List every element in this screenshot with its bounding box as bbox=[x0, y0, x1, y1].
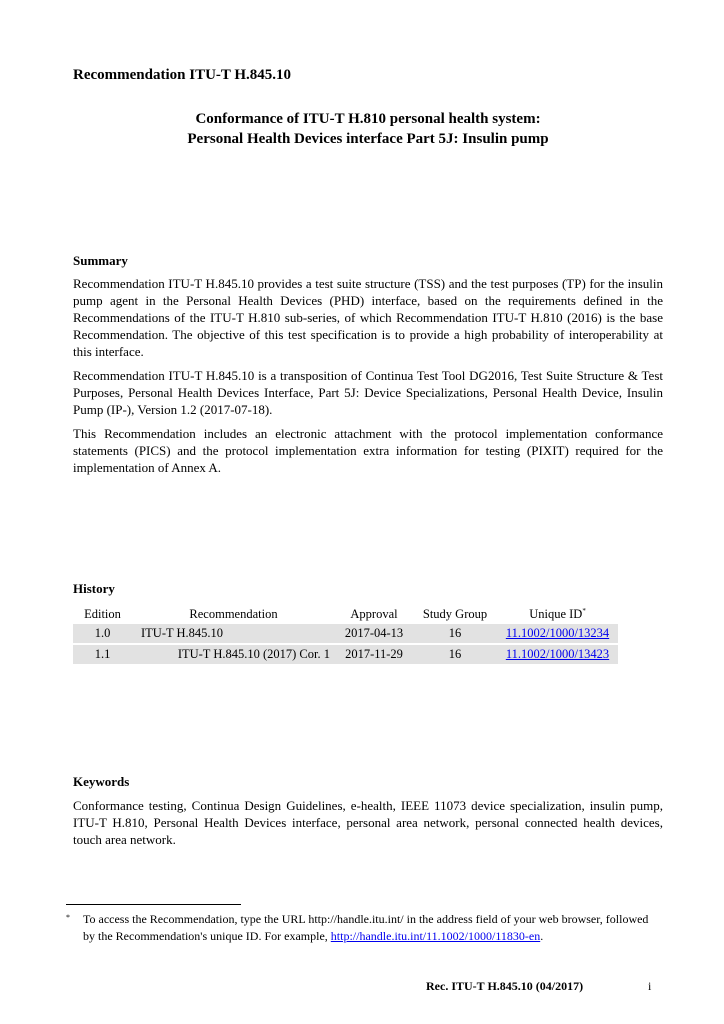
footnote-divider bbox=[66, 904, 241, 905]
footnote-text-after: . bbox=[540, 929, 544, 943]
unique-id-cell bbox=[497, 644, 618, 665]
approval-cell: 2017-11-29 bbox=[335, 644, 413, 665]
footnote-text bbox=[83, 911, 663, 945]
unique-id-link[interactable]: 11.1002/1000/13234 bbox=[505, 626, 610, 640]
col-header-edition: Edition bbox=[84, 607, 121, 621]
summary-paragraph-2: Recommendation ITU-T H.845.10 is a transposition of Continua Test Tool DG2016, Test Suite Structure & Test Purposes, Personal Health Devices Interface, Part 5J: Device Specializations, Personal Health Device, Insulin Pump (IP-), Version 1.2 (2017-07-18). bbox=[73, 368, 663, 417]
unique-id-label: Unique ID bbox=[529, 607, 583, 622]
history-table bbox=[73, 605, 618, 666]
recommendation-id: Recommendation ITU-T H.845.10 bbox=[73, 67, 292, 83]
col-header-unique-id bbox=[497, 605, 618, 624]
footnote-mark: * bbox=[66, 913, 70, 922]
approval-cell: 2017-04-13 bbox=[335, 624, 413, 644]
summary-paragraph-1: Recommendation ITU-T H.845.10 provides a test suite structure (TSS) and the test purposes (TP) for the insulin pump agent in the Personal Health Devices (PHD) interface, based on the requirements defined in the Recommendations of the ITU-T H.810 sub-series, of which Recommendation ITU-T H.810 (2016) is the base Recommendation. The objective of this test specification is to provide a high probability of interoperability at this interface. bbox=[73, 276, 663, 359]
summary-heading: Summary bbox=[73, 253, 128, 268]
unique-id-cell bbox=[497, 624, 618, 644]
study-group-cell: 16 bbox=[413, 624, 497, 644]
footnote-example-link[interactable]: http://handle.itu.int/11.1002/1000/11830-en bbox=[330, 929, 541, 943]
edition-cell: 1.0 bbox=[73, 624, 132, 644]
title-line-1: Conformance of ITU-T H.810 personal health system: bbox=[195, 111, 541, 127]
footer-recommendation-label: Rec. ITU-T H.845.10 (04/2017) bbox=[426, 979, 584, 993]
col-header-approval: Approval bbox=[350, 607, 398, 621]
history-header-row bbox=[73, 605, 618, 624]
keywords-heading: Keywords bbox=[73, 774, 130, 789]
edition-cell: 1.1 bbox=[73, 644, 132, 665]
summary-paragraph-3: This Recommendation includes an electronic attachment with the protocol implementation conformance statements (PICS) and the protocol implementation extra information for testing (PIXIT) required for the implementation of Annex A. bbox=[73, 426, 663, 475]
table-row bbox=[73, 644, 618, 665]
unique-id-link[interactable]: 11.1002/1000/13423 bbox=[505, 647, 610, 661]
footer-page-number: i bbox=[648, 979, 652, 993]
footnote bbox=[66, 911, 663, 945]
keywords-text: Conformance testing, Continua Design Guidelines, e-health, IEEE 11073 device specialization, insulin pump, ITU-T H.810, Personal Health Devices interface, personal area network, personal connected health devices, touch area network. bbox=[73, 798, 663, 847]
footnote-text-before: To access the Recommendation, type the URL http://handle.itu.int/ in the address field of your web browser, followed by the Recommendation's unique ID. For example, bbox=[83, 912, 649, 943]
col-header-recommendation: Recommendation bbox=[189, 607, 278, 621]
table-row bbox=[73, 624, 618, 644]
recommendation-cell: ITU-T H.845.10 bbox=[132, 624, 335, 644]
history-heading: History bbox=[73, 581, 115, 596]
recommendation-cell: ITU-T H.845.10 (2017) Cor. 1 bbox=[132, 644, 335, 665]
study-group-cell: 16 bbox=[413, 644, 497, 665]
document-title bbox=[73, 109, 663, 149]
col-header-study-group: Study Group bbox=[422, 607, 488, 621]
title-line-2: Personal Health Devices interface Part 5J: Insulin pump bbox=[187, 131, 549, 147]
footnote-reference: * bbox=[582, 606, 586, 615]
